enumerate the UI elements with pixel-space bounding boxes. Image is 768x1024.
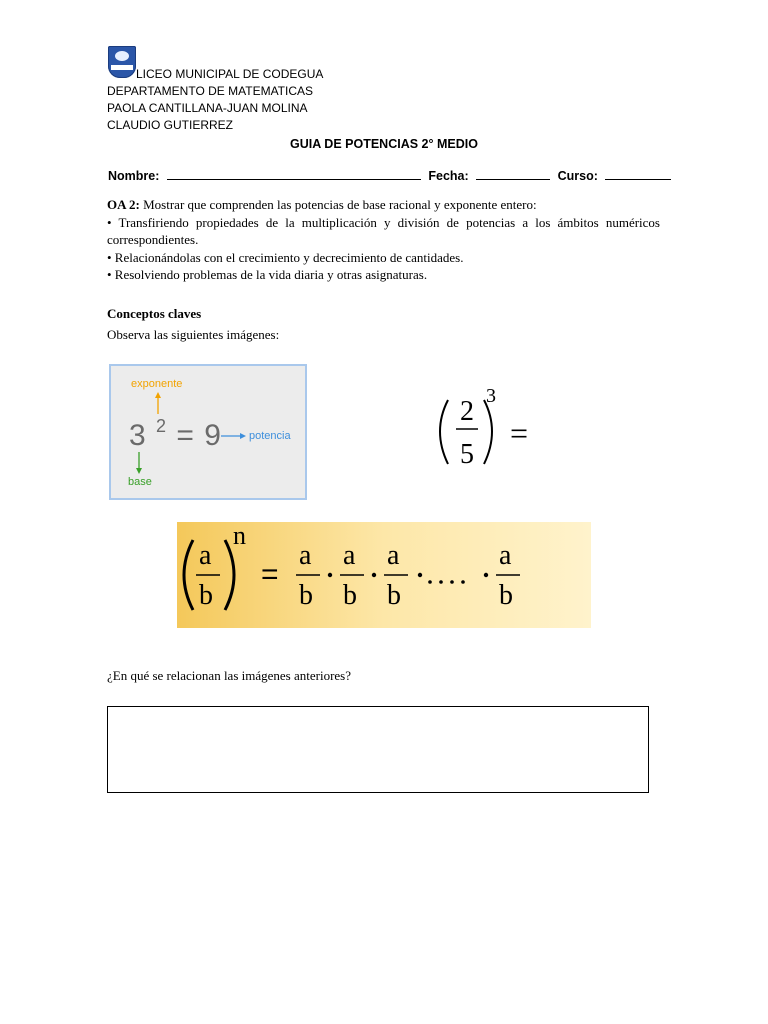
factor-denominator: b: [387, 580, 401, 611]
fraction-denominator: 5: [460, 439, 474, 470]
formula-equals: =: [261, 558, 279, 591]
course-label: Curso:: [557, 169, 598, 183]
exponent-value: 2: [156, 416, 168, 436]
school-name: LICEO MUNICIPAL DE CODEGUA: [136, 67, 324, 81]
fraction-exponent: 3: [486, 386, 496, 407]
factor-numerator: a: [387, 540, 400, 571]
objective-code: OA 2:: [107, 197, 140, 212]
result-value: 9: [204, 419, 222, 452]
formula-exponent: n: [233, 522, 246, 550]
date-line[interactable]: [476, 167, 550, 180]
power-formula: [177, 522, 591, 628]
fraction-equals: =: [510, 415, 529, 451]
student-fields: [108, 167, 675, 183]
teacher-name: CLAUDIO GUTIERREZ: [107, 118, 234, 132]
school-logo: [108, 46, 136, 78]
objective-statement: Mostrar que comprenden las potencias de base racional y exponente entero:: [143, 197, 537, 212]
concepts-title: Conceptos claves: [107, 306, 202, 321]
learning-objective: [107, 196, 660, 284]
power-parts-diagram: [109, 364, 307, 500]
fraction-power-expression: [434, 386, 564, 476]
objective-bullet: • Transfiriendo propiedades de la multiplicación y división de potencias a los ámbitos numéricos correspondientes.: [107, 214, 660, 247]
factor-denominator: b: [299, 580, 313, 611]
course-line[interactable]: [605, 167, 671, 180]
name-label: Nombre:: [108, 169, 160, 183]
power-expression: [129, 416, 222, 453]
fraction-numerator: 2: [460, 396, 474, 427]
factor-numerator: a: [499, 540, 512, 571]
objective-bullet: • Relacionándolas con el crecimiento y decrecimiento de cantidades.: [107, 249, 464, 265]
factor-numerator: a: [299, 540, 312, 571]
base-label: base: [128, 476, 152, 488]
objective-bullet: • Resolviendo problemas de la vida diaria y otras asignaturas.: [107, 267, 428, 282]
name-line[interactable]: [167, 167, 421, 180]
base-value: 3: [129, 419, 147, 452]
exponent-label: exponente: [131, 378, 183, 390]
factor-denominator: b: [343, 580, 357, 611]
question-text: ¿En qué se relacionan las imágenes anteriores?: [107, 668, 351, 683]
formula-numerator: a: [199, 540, 212, 571]
date-label: Fecha:: [428, 169, 469, 183]
factor-numerator: a: [343, 540, 356, 571]
department-name: DEPARTAMENTO DE MATEMATICAS: [107, 84, 314, 98]
teachers-names: PAOLA CANTILLANA-JUAN MOLINA: [107, 101, 308, 115]
page-title: GUIA DE POTENCIAS 2° MEDIO: [290, 137, 478, 151]
equals-sign: =: [176, 419, 195, 452]
power-formula-banner: [177, 522, 591, 628]
concepts-instruction: Observa las siguientes imágenes:: [107, 327, 280, 342]
answer-box[interactable]: [107, 706, 649, 793]
formula-denominator: b: [199, 580, 213, 611]
factor-denominator: b: [499, 580, 513, 611]
power-label: potencia: [249, 430, 291, 442]
